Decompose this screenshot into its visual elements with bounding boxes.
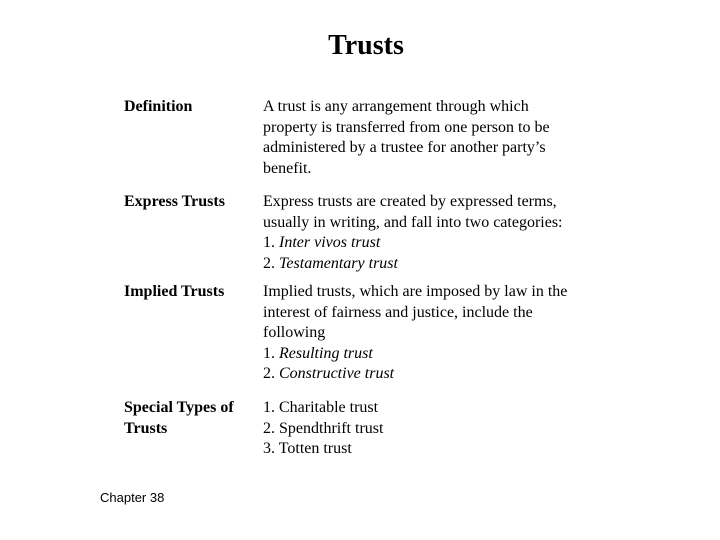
list-item-text: Constructive trust xyxy=(279,365,395,382)
text-line: A trust is any arrangement through which xyxy=(263,98,529,115)
term-definition: Definition xyxy=(124,98,193,115)
text-line: usually in writing, and fall into two categories: xyxy=(263,213,563,231)
term-line: Special Types of xyxy=(124,399,234,416)
term-implied-trusts: Implied Trusts xyxy=(124,283,225,300)
text-line: property is transferred from one person to be xyxy=(263,118,550,136)
slide-title: Trusts xyxy=(328,30,404,61)
text-line: Implied trusts, which are imposed by law in the xyxy=(263,283,568,300)
list-item xyxy=(263,233,613,254)
list-item: 1. Charitable trust xyxy=(263,399,379,416)
list-item-text: Inter vivos trust xyxy=(279,234,381,251)
text-line: interest of fairness and justice, include the xyxy=(263,303,533,321)
list-item xyxy=(263,344,613,365)
term-line: Trusts xyxy=(124,419,168,437)
text-line: benefit. xyxy=(263,159,312,177)
list-item-text: Resulting trust xyxy=(279,344,373,362)
term-special-types-of-trusts xyxy=(124,398,254,439)
list-number: 2. xyxy=(263,365,279,382)
list-number: 2. xyxy=(263,254,279,272)
footer-chapter: Chapter 38 xyxy=(100,490,165,505)
list-item: 3. Totten trust xyxy=(263,440,352,457)
definition-text xyxy=(263,97,613,179)
text-line: following xyxy=(263,324,326,341)
text-line: Express trusts are created by expressed terms, xyxy=(263,193,557,210)
list-item: 2. Spendthrift trust xyxy=(263,419,384,437)
express-trusts-text xyxy=(263,192,613,274)
list-item-text: Testamentary trust xyxy=(279,254,398,272)
implied-trusts-text xyxy=(263,282,613,385)
list-item xyxy=(263,254,613,275)
list-number: 1. xyxy=(263,344,279,362)
term-express-trusts: Express Trusts xyxy=(124,193,225,210)
special-types-list xyxy=(263,398,613,460)
list-item xyxy=(263,364,613,385)
text-line: administered by a trustee for another party’s xyxy=(263,139,546,156)
list-number: 1. xyxy=(263,234,279,251)
